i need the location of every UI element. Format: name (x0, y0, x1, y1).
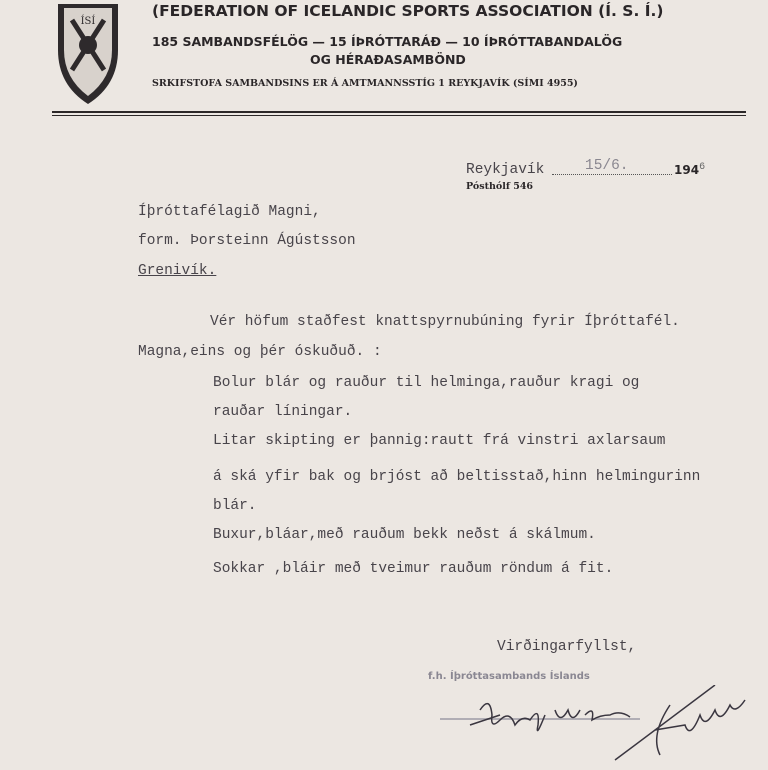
body-line: Magna,eins og þér óskuðuð. : (138, 344, 382, 360)
year-suffix: 6 (699, 162, 706, 173)
emblem (50, 0, 126, 106)
signature (460, 685, 760, 770)
body-line: Vér höfum staðfest knattspyrnubúning fyrir Íþróttafél. (210, 314, 680, 330)
closing: Virðingarfyllst, (497, 639, 637, 655)
body-line: rauðar líningar. (213, 404, 353, 420)
recipient-line: Grenivík. (138, 263, 217, 279)
date-dotted (552, 174, 672, 175)
letterhead-line3: OG HÉRAÐASAMBÖND (310, 52, 466, 67)
body-line: Litar skipting er þannig:rautt frá vinstri axlarsaum (213, 433, 666, 449)
letterhead-address: SRKIFSTOFA SAMBANDSINS ER Á AMTMANNSSTÍG 1 REYKJAVÍK (SÍMI 4955) (152, 78, 578, 89)
body-line: Sokkar ,bláir með tveimur rauðum röndum á fit. (213, 561, 614, 577)
pobox: Pósthólf 546 (466, 181, 534, 192)
recipient-line: form. Þorsteinn Ágústsson (138, 233, 356, 249)
date-year (674, 162, 705, 177)
date-value: 15/6. (585, 158, 629, 174)
body-line: blár. (213, 498, 257, 514)
body-line: á ská yfir bak og brjóst að beltisstað,hinn helmingurinn (213, 469, 701, 485)
header-rule (52, 111, 746, 113)
letterhead-title: (FEDERATION OF ICELANDIC SPORTS ASSOCIATION (Í. S. Í.) (152, 2, 664, 20)
body-line: Bolur blár og rauður til helminga,rauður kragi og (213, 375, 640, 391)
date-city: Reykjavík (466, 162, 545, 178)
body-line: Buxur,bláar,með rauðum bekk neðst á skálmum. (213, 527, 596, 543)
letterhead-line2: 185 SAMBANDSFÉLÖG — 15 ÍÞRÓTTARÁÐ — 10 ÍÞRÓTTABANDALÖG (152, 34, 623, 49)
recipient-line: Íþróttafélagið Magni, (138, 204, 321, 220)
svg-text:ÍSÍ: ÍSÍ (80, 16, 96, 27)
stamp: f.h. Íþróttasambands Íslands (428, 671, 590, 682)
year-prefix: 194 (674, 163, 700, 177)
header-rule-thin (52, 115, 746, 116)
